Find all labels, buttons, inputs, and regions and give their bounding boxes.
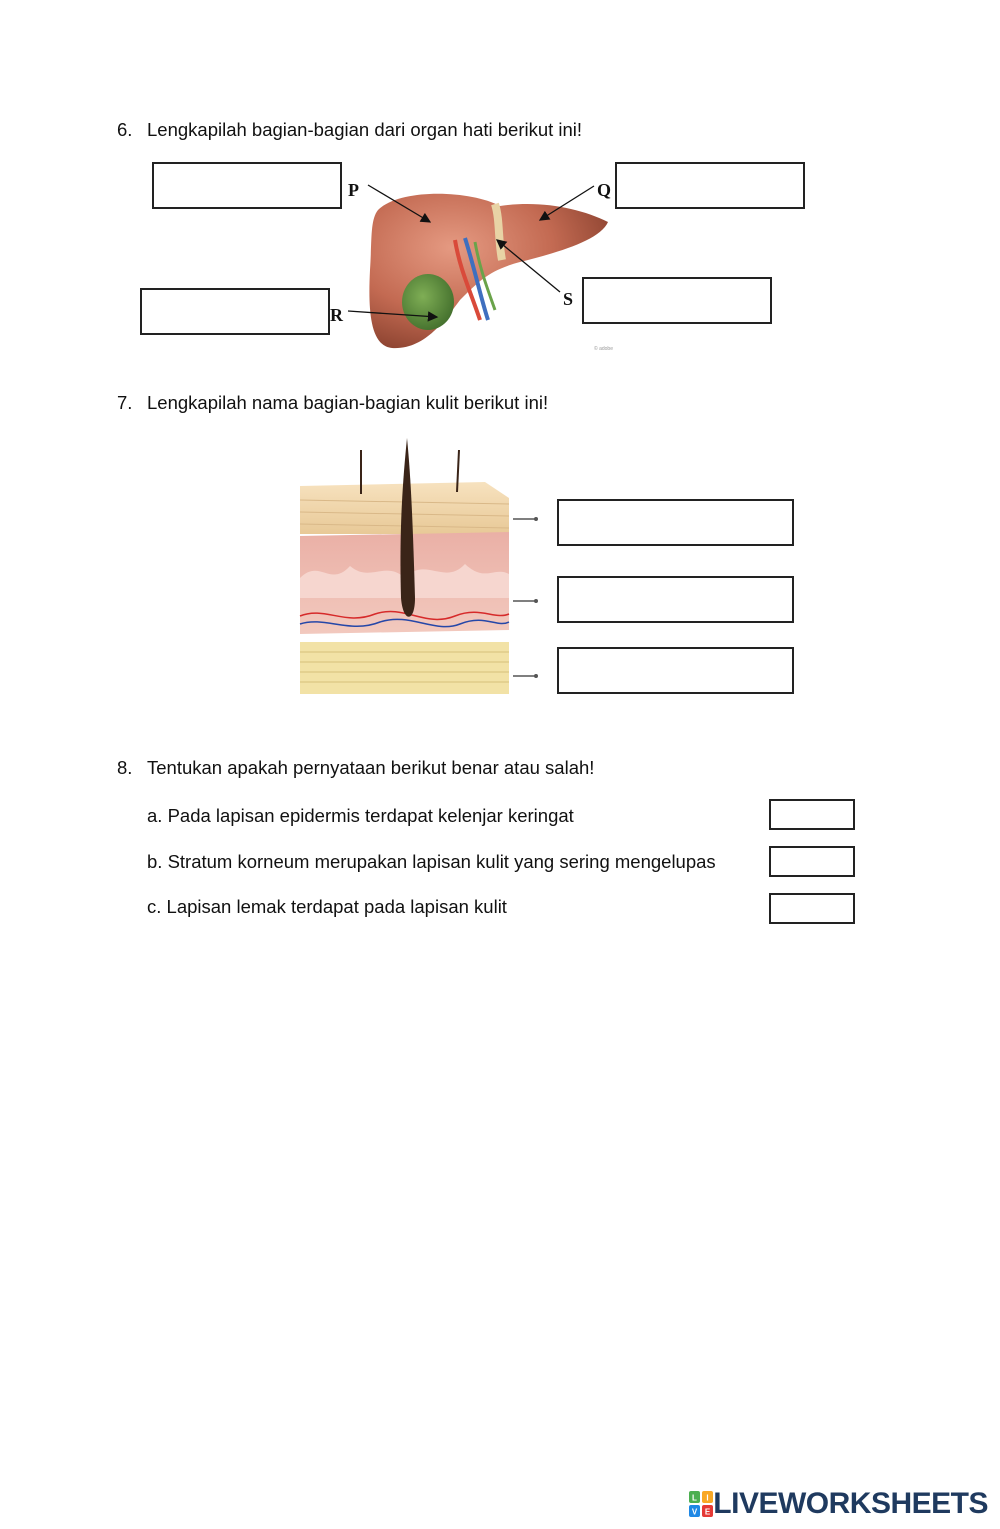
answer-box-skin-layer-1[interactable] xyxy=(557,499,794,546)
answer-box-statement-a[interactable] xyxy=(769,799,855,830)
label-s: S xyxy=(563,289,574,309)
label-q: Q xyxy=(597,180,612,200)
question-8-number: 8. xyxy=(117,757,133,778)
question-8-text: Tentukan apakah pernyataan berikut benar atau salah! xyxy=(147,757,595,778)
answer-box-p[interactable] xyxy=(152,162,342,209)
pointer-line-r xyxy=(348,311,437,317)
question-7-number: 7. xyxy=(117,392,133,413)
svg-text:V: V xyxy=(692,1507,698,1517)
question-6-number: 6. xyxy=(117,119,133,140)
svg-text:E: E xyxy=(705,1507,711,1517)
answer-box-statement-b[interactable] xyxy=(769,846,855,877)
answer-box-r[interactable] xyxy=(140,288,330,335)
answer-box-s[interactable] xyxy=(582,277,772,324)
liveworksheets-logo xyxy=(689,1487,988,1521)
answer-box-q[interactable] xyxy=(615,162,805,209)
question-7-text: Lengkapilah nama bagian-bagian kulit berikut ini! xyxy=(147,392,549,413)
answer-box-statement-c[interactable] xyxy=(769,893,855,924)
statement-c: c. Lapisan lemak terdapat pada lapisan kulit xyxy=(147,896,507,917)
label-p: P xyxy=(348,180,359,200)
liver-pointer-lines xyxy=(0,0,1000,400)
answer-box-skin-layer-2[interactable] xyxy=(557,576,794,623)
question-6-text: Lengkapilah bagian-bagian dari organ hati berikut ini! xyxy=(147,119,583,140)
logo-text: LIVEWORKSHEETS xyxy=(713,1487,988,1520)
statement-b: b. Stratum korneum merupakan lapisan kulit yang sering mengelupas xyxy=(147,851,716,872)
logo-block-icon xyxy=(689,1491,713,1517)
svg-text:L: L xyxy=(692,1493,698,1503)
pointer-line-p xyxy=(368,185,430,222)
skin-pointer-lines xyxy=(505,505,545,685)
label-r: R xyxy=(330,305,343,325)
pointer-line-q xyxy=(540,186,594,220)
answer-box-skin-layer-3[interactable] xyxy=(557,647,794,694)
skin-cross-section-illustration xyxy=(295,438,515,696)
statement-a: a. Pada lapisan epidermis terdapat kelenjar keringat xyxy=(147,805,574,826)
svg-text:I: I xyxy=(706,1493,709,1503)
copyright-text: © adobe xyxy=(594,346,613,352)
pointer-line-s xyxy=(497,240,560,292)
